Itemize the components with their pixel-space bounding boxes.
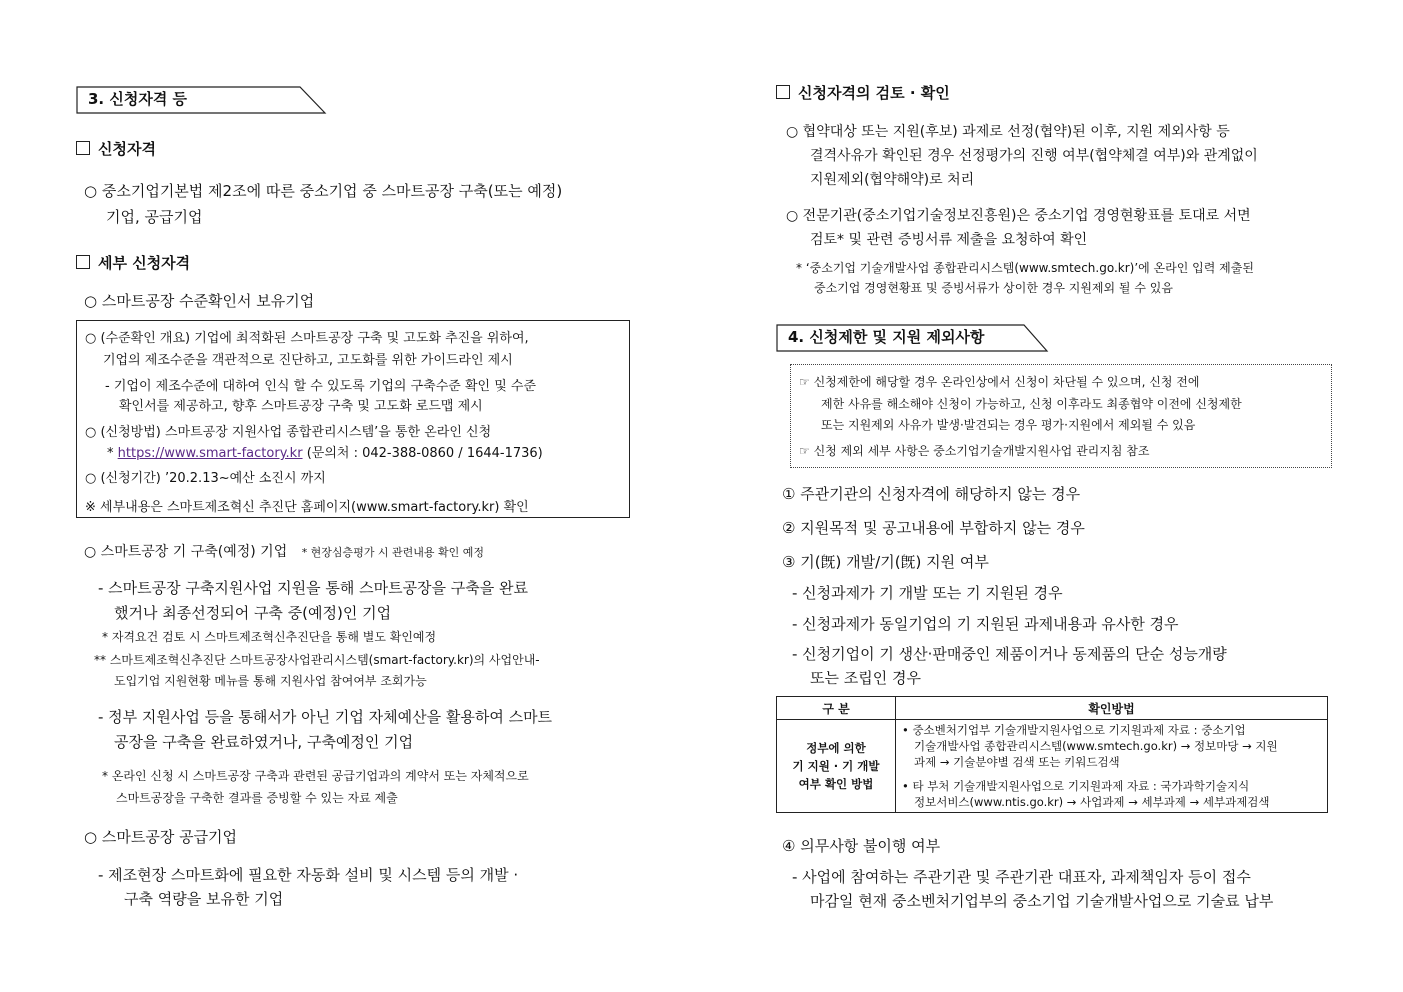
level-cert-title: ○ 스마트공장 수준확인서 보유기업 (84, 292, 315, 310)
url-line: * https://www.smart-factory.kr (문의처 : 042-388-0860 / 1644-1736) (107, 446, 543, 461)
review-line: 검토* 및 관련 증빙서류 제출을 요청하여 확인 (810, 232, 1088, 248)
exclusion-item: ③ 기(旣) 개발/기(旣) 지원 여부 (782, 553, 989, 571)
exclusion-item: ① 주관기관의 신청자격에 해당하지 않는 경우 (782, 485, 1081, 503)
review-line: ○ 전문기관(중소기업기술정보진흥원)은 중소기업 경영현황표를 토대로 서면 (786, 208, 1251, 224)
built-note: * 자격요건 검토 시 스마트제조혁신추진단을 통해 별도 확인예정 (102, 630, 437, 644)
box-line: 확인서를 제공하고, 향후 스마트공장 구축 및 고도화 로드맵 제시 (119, 399, 483, 414)
section-4-tab (776, 324, 1046, 350)
verification-table (776, 696, 1328, 813)
exclusion-sub: - 사업에 참여하는 주관기관 및 주관기관 대표자, 과제책임자 등이 접수 (792, 868, 1251, 886)
exclusion-sub: 마감일 현재 중소벤처기업부의 중소기업 기술개발사업으로 기술료 납부 (810, 892, 1274, 910)
review-heading: 신청자격의 검토 · 확인 (776, 82, 950, 103)
restriction-line: 또는 지원제외 사유가 발생·발견되는 경우 평가·지원에서 제외될 수 있음 (821, 418, 1196, 432)
exclusion-sub: - 신청기업이 기 생산·판매중인 제품이거나 동제품의 단순 성능개량 (792, 645, 1227, 663)
own-line: - 정부 지원사업 등을 통해서가 아닌 기업 자체예산을 활용하여 스마트 (98, 708, 553, 726)
box-line: - 기업이 제조수준에 대하여 인식 할 수 있도록 기업의 구축수준 확인 및 수준 (105, 379, 537, 394)
table-header: 구 분 (777, 697, 896, 720)
built-note: 도입기업 지원현황 메뉴를 통해 지원사업 참여여부 조회가능 (114, 674, 427, 688)
section-3-tab (76, 86, 324, 112)
detail-heading: 세부 신청자격 (76, 252, 190, 273)
own-note: * 온라인 신청 시 스마트공장 구축과 관련된 공급기업과의 계약서 또는 자체적으로 (102, 769, 529, 783)
own-line: 공장을 구축을 완료하였거나, 구축예정인 기업 (114, 733, 414, 751)
restriction-line: ☞ 신청 제외 세부 사항은 중소기업기술개발지원사업 관리지침 참조 (799, 444, 1150, 458)
section-4-title: 4. 신청제한 및 지원 제외사항 (788, 328, 985, 346)
box-line: ○ (수준확인 개요) 기업에 최적화된 스마트공장 구축 및 고도화 추진을 위하여, (85, 331, 529, 346)
table-method-2: • 타 부처 기술개발지원사업으로 기지원과제 자료 : 국가과학기술지식 정보서비스(www.ntis.go.kr) → 사업과제 → 세부과제 → 세부과제검색 (896, 772, 1328, 813)
box-line: ○ (신청기간) ’20.2.13~예산 소진시 까지 (85, 471, 326, 486)
review-line: 지원제외(협약해약)로 처리 (810, 172, 975, 188)
exclusion-item: ④ 의무사항 불이행 여부 (782, 837, 941, 855)
built-note: ** 스마트제조혁신추진단 스마트공장사업관리시스템(smart-factory.kr)의 사업안내- (94, 653, 540, 667)
exclusion-item: ② 지원목적 및 공고내용에 부합하지 않는 경우 (782, 519, 1085, 537)
built-line: - 스마트공장 구축지원사업 지원을 통해 스마트공장을 구축을 완료 (98, 579, 529, 597)
qual-line: ○ 중소기업기본법 제2조에 따른 중소기업 중 스마트공장 구축(또는 예정) (84, 182, 563, 200)
built-title: ○ 스마트공장 기 구축(예정) 기업 * 현장심층평가 시 관련내용 확인 예정 (84, 544, 485, 560)
review-line: ○ 협약대상 또는 지원(후보) 과제로 선정(협약)된 이후, 지원 제외사항 등 (786, 124, 1230, 140)
exclusion-sub: - 신청과제가 기 개발 또는 기 지원된 경우 (792, 584, 1063, 602)
restriction-line: ☞ 신청제한에 해당할 경우 온라인상에서 신청이 차단될 수 있으며, 신청 전에 (799, 375, 1200, 389)
restriction-line: 제한 사유를 해소해야 신청이 가능하고, 신청 이후라도 최종협약 이전에 신청제한 (821, 397, 1242, 411)
box-line: ○ (신청방법) 스마트공장 지원사업 종합관리시스템’을 통한 온라인 신청 (85, 425, 492, 440)
box-line: ※ 세부내용은 스마트제조혁신 추진단 홈페이지(www.smart-factory.kr) 확인 (85, 500, 529, 515)
review-note: * ‘중소기업 기술개발사업 종합관리시스템(www.smtech.go.kr)’에 온라인 입력 제출된 (796, 261, 1254, 275)
box-line: 기업의 제조수준을 객관적으로 진단하고, 고도화를 위한 가이드라인 제시 (103, 353, 513, 368)
level-cert-box (76, 320, 630, 518)
built-line: 했거나 최종선정되어 구축 중(예정)인 기업 (114, 604, 392, 622)
table-header: 확인방법 (896, 697, 1328, 720)
exclusion-sub: - 신청과제가 동일기업의 기 지원된 과제내용과 유사한 경우 (792, 615, 1179, 633)
qual-line: 기업, 공급기업 (106, 208, 203, 226)
section-3-title: 3. 신청자격 등 (88, 90, 188, 108)
exclusion-sub: 또는 조립인 경우 (810, 669, 921, 687)
checkbox-square-icon (76, 141, 90, 155)
supply-title: ○ 스마트공장 공급기업 (84, 828, 238, 846)
supply-line: - 제조현장 스마트화에 필요한 자동화 설비 및 시스템 등의 개발 · (98, 866, 519, 884)
table-row-label: 정부에 의한 기 지원 · 기 개발 여부 확인 방법 (777, 720, 896, 813)
table-method-1: • 중소벤처기업부 기술개발지원사업으로 기지원과제 자료 : 중소기업 기술개발사업 종합관리시스템(www.smtech.go.kr) → 정보마당 → 지원 과제 → 기술분야별 검색 또는 키워드검색 (896, 720, 1328, 773)
restriction-box (790, 364, 1332, 468)
qual-heading: 신청자격 (76, 138, 156, 159)
checkbox-square-icon (776, 85, 790, 99)
smart-factory-link[interactable]: https://www.smart-factory.kr (117, 446, 303, 461)
review-line: 결격사유가 확인된 경우 선정평가의 진행 여부(협약체결 여부)와 관계없이 (810, 148, 1258, 164)
supply-line: 구축 역량을 보유한 기업 (124, 890, 284, 908)
checkbox-square-icon (76, 255, 90, 269)
own-note: 스마트공장을 구축한 결과를 증빙할 수 있는 자료 제출 (116, 791, 398, 805)
review-note: 중소기업 경영현황표 및 증빙서류가 상이한 경우 지원제외 될 수 있음 (814, 281, 1173, 295)
